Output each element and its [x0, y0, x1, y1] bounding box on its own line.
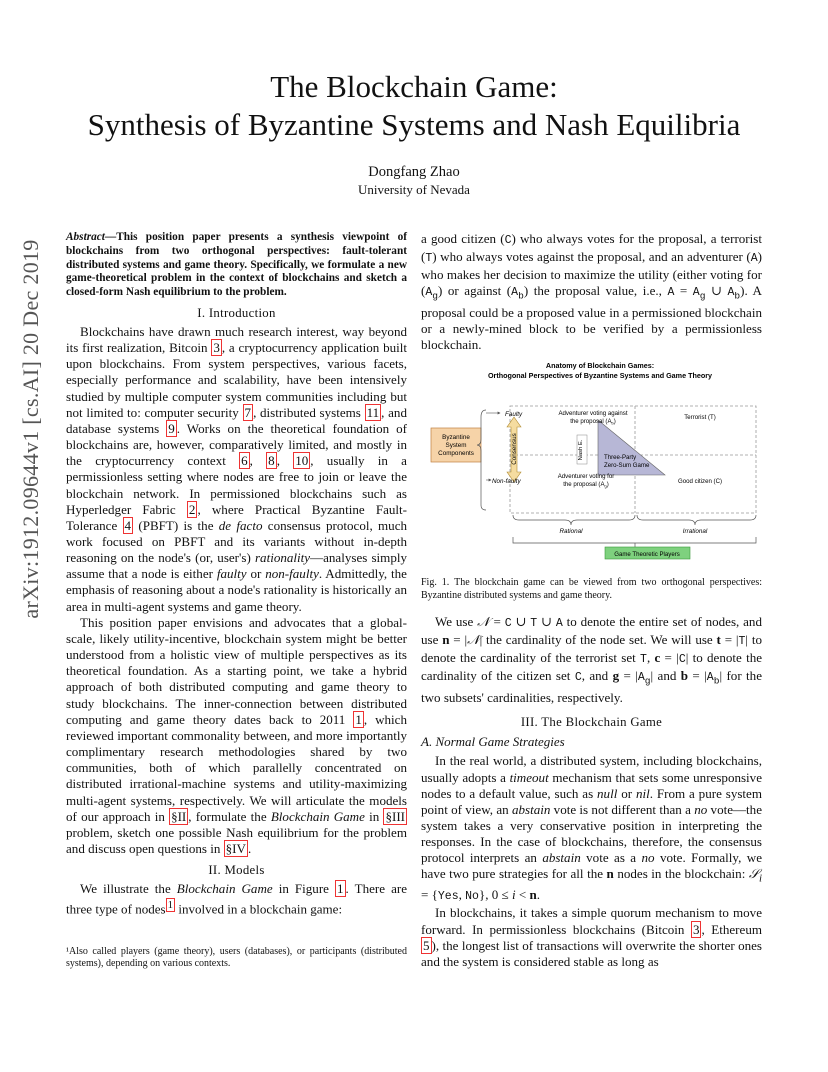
section-link[interactable]: §IV — [225, 840, 246, 856]
figure-title-line1: Anatomy of Blockchain Games: — [545, 361, 655, 370]
byzantine-label-1: Byzantine — [442, 434, 470, 441]
author-name: Dongfang Zhao — [368, 164, 460, 180]
game-theoretic-players-label: Game Theoretic Players — [614, 551, 680, 558]
node-types-paragraph: a good citizen (C) who always votes for the proposal, a terrorist (T) who always votes against the proposal, and an adventurer (A) who makes her decision to maximize the utility (either voting for $(A_g)$ or against $(A_b)$ the proposal value, i.e., $A = A_g$ ∪ $A_b$). A proposal could be a proposed value in a permissioned blockchain or a newly-mined block to be verified by a permissionless blockchain. — [421, 231, 762, 353]
figure-1-diagram — [425, 355, 760, 565]
right-column-top — [421, 231, 762, 353]
section-models-title: II. Models — [208, 863, 265, 878]
section-link[interactable]: §III — [385, 808, 406, 824]
models-body — [66, 881, 407, 918]
figure-1-caption: Fig. 1. The blockchain game can be viewed from two orthogonal perspectives: Byzantine distributed systems and game theory. — [421, 577, 762, 601]
citation-link[interactable]: 5 — [423, 937, 430, 953]
section-blockchain-game-title: III. The Blockchain Game — [520, 715, 663, 730]
citation-link[interactable]: 8 — [268, 453, 275, 469]
adventurer-against-line2: the proposal $(A_b)$ — [570, 418, 616, 426]
abstract-label: Abstract — [66, 231, 105, 243]
abstract-text: —This position paper presents a synthesis viewpoint of blockchains from two orthogonal perspectives: fault-tolerant distributed systems and game theory. Specifically, we formulate a new game-theoretical problem in the context of blockchains and sketch a closed-form Nash equilibrium to the problem. — [66, 231, 407, 299]
right-column-bottom — [421, 614, 762, 970]
intro-paragraph-1: Blockchains have drawn much research interest, way beyond its first realization, Bitcoin 3 , a cryptocurrency application built upon blockchains. From system perspectives, various facets, especially performance and scalability, have been intensively studied by multiple computer system communities including but not limited to: computer security 7 , distributed systems 11 , and database systems 9 . Works on the theoretical foundation of blockchains are, however, comparatively limited, and mostly in the cryptocurrency context 6 , 8 , 10 , usually in a permissionless setting where nodes are free to join or leave the blockchain network. In permissioned blockchains such as Hyperledger Fabric 2 , where Practical Byzantine Fault-Tolerance 4 (PBFT) is the de facto consensus protocol, much work focused on PBFT and its variants without in-depth reasoning on the node's (or, user's) rationality—analyses simply assume that a node is either faulty or non-faulty. Admittedly, the emphasis of reasoning about a node's rationality is historically an area in multi-agent systems and game theory. — [66, 323, 408, 614]
rational-brace — [513, 515, 635, 525]
figure-title-line2: Orthogonal Perspectives of Byzantine Systems and Game Theory — [487, 371, 713, 380]
adventurer-for-line1: Adventurer voting for — [557, 473, 615, 480]
citation-link[interactable]: 10 — [295, 453, 309, 469]
introduction-body — [66, 324, 407, 857]
notation-paragraph: We use 𝒩 = C ∪ T ∪ A to denote the entire set of nodes, and use n = |𝒩| the cardinality of the node set. We will use t = |T| to denote the cardinality of the terrorist set T, c = |C| to denote the cardinality of the citizen set C, and $g = |A_g|$ and $b = |A_b|$ for the two subsets' cardinalities, respectively. — [421, 614, 763, 705]
abstract — [66, 231, 407, 300]
citation-link[interactable]: 3 — [213, 340, 220, 356]
citation-link[interactable]: 2 — [188, 501, 196, 517]
figure-1 — [425, 355, 760, 565]
citation-link[interactable]: 7 — [244, 404, 252, 420]
byzantine-label-2: System — [445, 442, 467, 449]
citation-link[interactable]: 11 — [366, 404, 380, 420]
adventurer-against-line1: Adventurer voting against — [558, 410, 628, 417]
game-paragraph-2: In blockchains, it takes a simple quorum mechanism to move forward. In permissionless blockchains (Bitcoin 3 , Ethereum 5 ), the longest list of transactions will overwrite the shorter ones and the system is considered stable as long as — [421, 905, 762, 969]
author-affiliation: University of Nevada — [358, 182, 470, 197]
three-party-line2: Zero-Sum Game — [604, 462, 650, 469]
good-citizen-label: Good citizen (C) — [677, 478, 723, 485]
faulty-label: Faulty — [505, 411, 523, 418]
citation-link[interactable]: 1 — [355, 711, 362, 727]
citation-link[interactable]: 3 — [692, 921, 700, 937]
byzantine-label-3: Components — [438, 450, 474, 457]
consensus-label: Consensus — [511, 433, 518, 465]
citation-link[interactable]: 9 — [168, 420, 175, 436]
three-party-line1: Three-Party — [604, 454, 637, 461]
game-paragraph-1: In the real world, a distributed system, including blockchains, usually adopts a timeout mechanism that sets some unresponsive nodes to a default value, such as null or nil. From a pure system point of view, an abstain vote is not different than a no vote—the system takes a very conservative position in interpreting the responses. In the case of blockchains, therefore, the consensus protocol interprets an abstain vote as a no vote. Formally, we have two pure strategies for all the n nodes in the blockchain: 𝒮$_i$ = {Yes, No}, 0 ≤ i < n. — [421, 753, 763, 904]
irrational-brace — [637, 515, 756, 525]
adventurer-for-line2: the proposal $(A_g)$ — [563, 481, 609, 489]
section-introduction-title: I. Introduction — [197, 305, 276, 320]
terrorist-label: Terrorist (T) — [684, 414, 716, 421]
figure-link[interactable]: 1 — [337, 881, 344, 897]
players-bracket — [513, 537, 756, 543]
footnote-link[interactable]: 1 — [167, 899, 174, 912]
models-paragraph-1: We illustrate the Blockchain Game in Figure 1 . There are three type of nodes $^1$ involved in a blockchain game: — [66, 881, 408, 917]
paper-title-line2: Synthesis of Byzantine Systems and Nash Equilibria — [87, 107, 741, 142]
left-column — [66, 231, 407, 918]
citation-link[interactable]: 4 — [124, 517, 132, 533]
citation-link[interactable]: 6 — [241, 453, 248, 469]
section-link[interactable]: §II — [171, 808, 187, 824]
footnote: ¹Also called players (game theory), users (databases), or participants (distributed systems), depending on various contexts. — [66, 946, 407, 969]
arxiv-identifier: arXiv:1912.09644v1 [cs.AI] 20 Dec 2019 — [18, 239, 43, 619]
rational-label: Rational — [559, 528, 583, 535]
nonfaulty-label: Non-faulty — [492, 478, 521, 485]
nash-label: Nash E. — [578, 439, 584, 461]
paper-title-line1: The Blockchain Game: — [270, 69, 558, 104]
irrational-label: Irrational — [682, 528, 708, 535]
intro-paragraph-2: This position paper envisions and advocates that a global-scale, likely utility-incentive, blockchain system might be better understood from a holistic view of multiple perspectives as its theoretical foundation. As a starting point, we take a hybrid approach of both distributed computing and game theory to study blockchains. The inner-connection between distributed computing and game theory dates back to 2011 1 , which reviewed important commonality between, and more importantly complimentary research methodologies shared by two communities, both of which parallelly concentrated on distributed irrational-machine systems and utility-maximizing multi-agent systems, respectively. We will articulate the models of our approach in §II , formulate the Blockchain Game in §III problem, sketch one possible Nash equilibrium for the problem and discuss open questions in §IV . — [66, 614, 407, 856]
subsection-normal-game-title: A. Normal Game Strategies — [421, 734, 565, 750]
